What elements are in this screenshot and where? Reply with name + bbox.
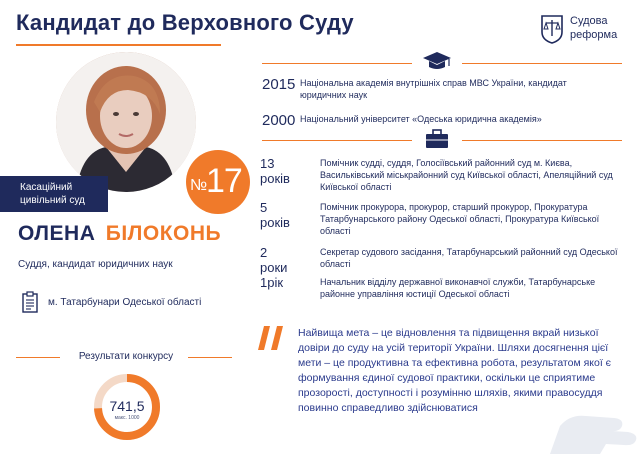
education-text: Національний університет «Одеська юридична академія» [300,114,542,124]
first-name: ОЛЕНА [18,222,96,245]
sudova-reforma-logo [540,12,630,48]
hand-watermark-icon [540,392,640,454]
career-text: Помічник судді, суддя, Голосіївський районний суд м. Києва, Васильківський міськрайонний суд Київської області, Апеляційний суд Київської області [320,158,613,192]
career-text: Помічник прокурора, прокурор, старший прокурор, Прокуратура Татарбунарського району Одеської області, Прокуратура Київської області [320,202,600,236]
candidate-photo [56,52,196,192]
career-period: 13 років [260,156,290,186]
education-year: 2015 [262,76,296,93]
education-year: 2000 [262,112,296,129]
briefcase-icon [425,129,449,149]
score-max-label: макс. 1000 [114,415,140,421]
career-period: 5 років [260,200,290,230]
education-divider-left [262,63,412,64]
candidate-name [18,222,221,246]
number-prefix: № [190,177,208,194]
quote-mark-icon [258,324,284,352]
results-divider-right [188,357,232,358]
career-text: Секретар судового засідання, Татарбунарський районний суд Одеської області [320,247,618,269]
score-value: 741,5 [109,398,145,414]
candidate-location: м. Татарбунари Одеської області [48,297,202,308]
candidate-number-badge [186,150,250,214]
header-divider [16,44,221,46]
results-title: Результати конкурсу [78,351,174,362]
results-divider-left [16,357,60,358]
last-name: БІЛОКОНЬ [105,222,222,245]
career-text: Начальник відділу державної виконавчої служби, Татарбунарське районне управління юстиції Одеської області [320,277,596,299]
page-title: Кандидат до Верховного Суду [16,10,354,35]
candidate-number: 17 [206,162,242,200]
candidate-quote: Найвища мета – це відновлення та підвищення вкрай низької довіри до суду на усій території України. Шляхи досягнення цієї мети – це продуктивна та ефективна робота, результатом якої є формування єдиної судової практики, оскільки це сприятиме прозорості, доступності і розумінню шляхів, якими правосуддя повинно справедливо здійснюватися [298,327,612,414]
court-line-1: Касаційний [20,182,73,193]
career-divider-right [462,140,622,141]
court-line-2: цивільний суд [20,195,85,206]
document-list-icon [22,291,38,313]
career-period: 2 роки [260,245,288,275]
candidate-position: Суддя, кандидат юридичних наук [18,259,173,270]
portrait-illustration [56,52,196,192]
graduation-cap-icon [422,50,452,72]
scales-emblem-icon [540,14,564,44]
career-period: 1рік [260,275,284,290]
court-badge [0,176,108,212]
career-divider-left [262,140,412,141]
education-divider-right [462,63,622,64]
logo-line-2: реформа [570,29,618,41]
education-text: Національна академія внутрішніх справ МВС України, кандидат юридичних наук [300,78,567,100]
logo-line-1: Судова [570,15,608,27]
